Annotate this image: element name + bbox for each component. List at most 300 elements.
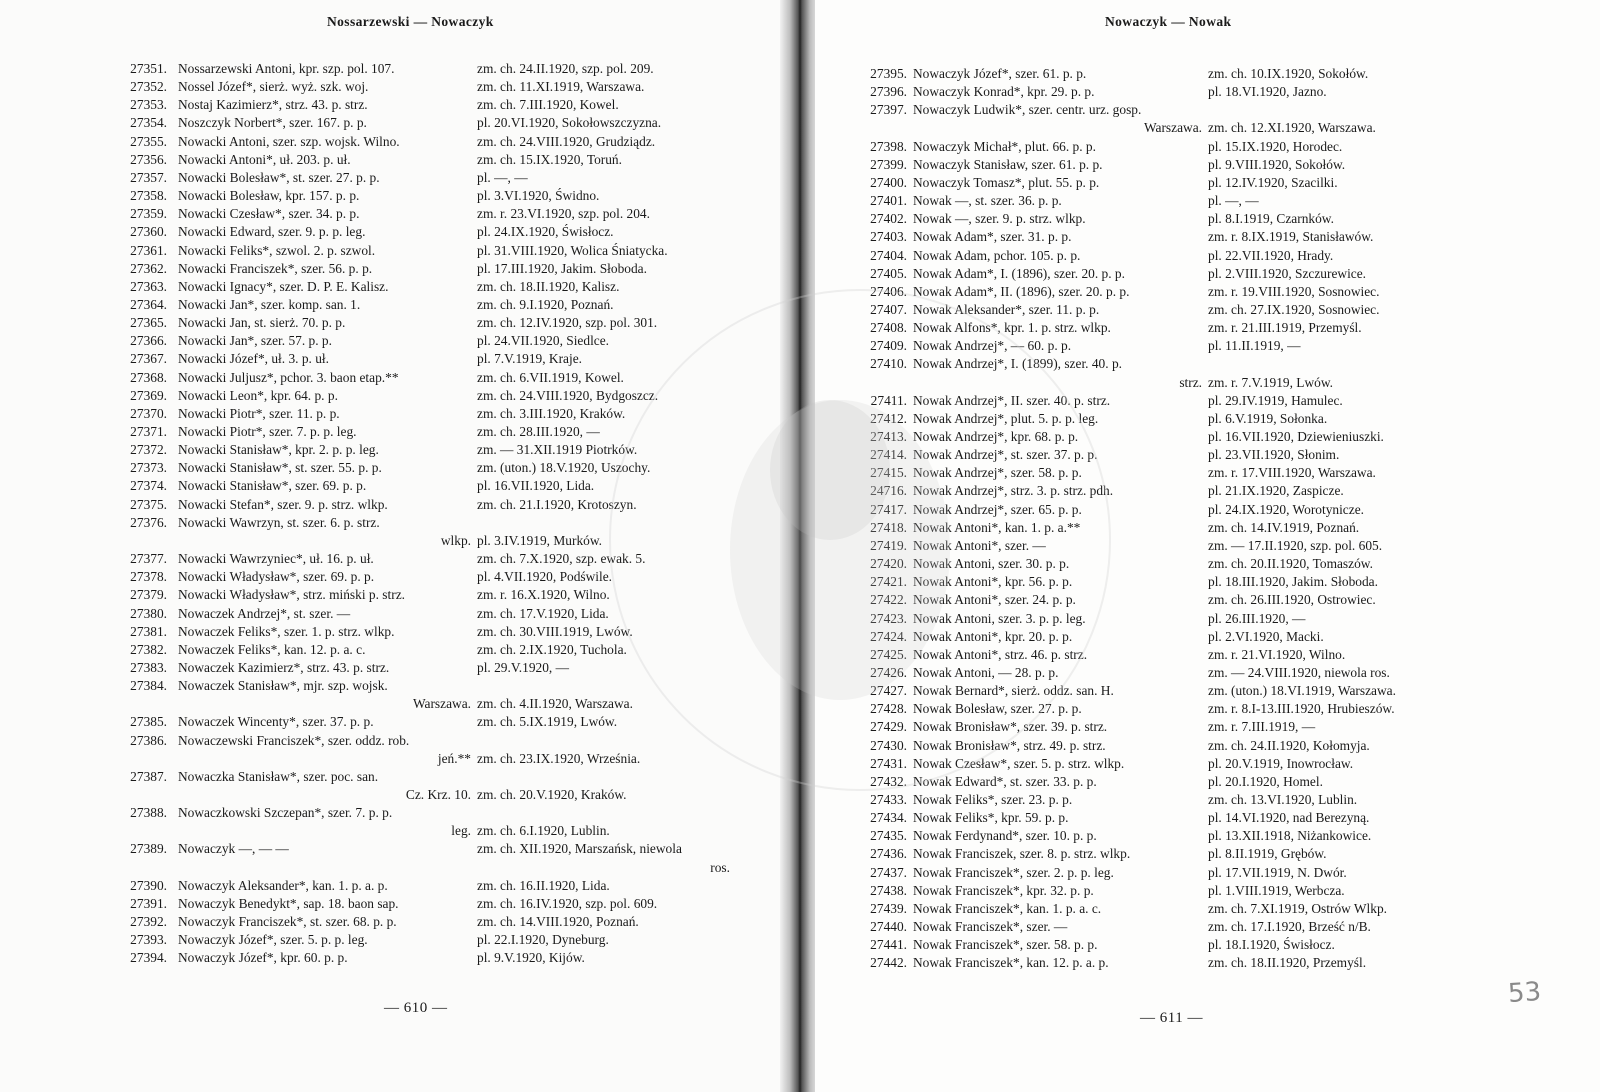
entry-row: [0, 586, 792, 604]
entry-row: [0, 677, 792, 695]
entry-name-rank-unit: Nowaczek Stanisław*, mjr. szp. wojsk.: [178, 678, 388, 694]
entry-row: [815, 718, 1600, 736]
entry-row: [0, 441, 792, 459]
entry-death-info: pl. 6.V.1919, Sołonka.: [1208, 410, 1328, 426]
entry-name-rank-unit: Nowacki Leon*, kpr. 64. p. p.: [178, 387, 338, 403]
entry-number: 27418.: [870, 519, 907, 535]
entry-number: 27431.: [870, 755, 907, 771]
entry-death-info: pl. 9.VIII.1920, Sokołów.: [1208, 156, 1346, 172]
entry-name-rank-unit: Nowaczyk Franciszek*, st. szer. 68. p. p.: [178, 914, 397, 930]
entry-row: [0, 659, 792, 677]
entry-death-info: zm. ch. 28.III.1920, —: [477, 424, 600, 439]
entry-number: 27420.: [870, 556, 907, 572]
entry-name-rank-unit: Nowaczek Andrzej*, st. szer. —: [178, 605, 351, 621]
entry-name-rank-unit: Nowacki Władysław*, strz. miński p. strz.: [178, 587, 405, 603]
entry-death-info: zm. — 31.XII.1919 Piotrków.: [477, 442, 638, 458]
entry-number: 27380.: [130, 605, 167, 621]
entry-name-rank-unit: Nostaj Kazimierz*, strz. 43. p. strz.: [178, 97, 368, 113]
entry-row: [0, 732, 792, 750]
entry-row: [815, 247, 1600, 265]
entry-death-info: zm. ch. 13.VI.1920, Lublin.: [1208, 792, 1358, 807]
entry-death-info: pl. 24.IX.1920, Worotynicze.: [1208, 501, 1364, 517]
entry-death-info: pl. 1.VIII.1919, Werbcza.: [1208, 882, 1345, 898]
entry-death-info: zm. ch. 24.II.1920, szp. pol. 209.: [477, 61, 654, 76]
entry-death-info: zm. (uton.) 18.VI.1919, Warszawa.: [1208, 683, 1396, 699]
entry-death-info: pl. 18.I.1920, Świsłocz.: [1208, 937, 1335, 953]
entry-name-rank-unit: Nowacki Ignacy*, szer. D. P. E. Kalisz.: [178, 278, 389, 294]
entry-death-info: pl. 9.V.1920, Kijów.: [477, 950, 585, 966]
right-page-header: Nowaczyk — Nowak: [1105, 14, 1232, 29]
entry-number: 27353.: [130, 97, 167, 113]
entry-row: [815, 210, 1600, 228]
entry-row: [0, 605, 792, 623]
entry-death-info: zm. r. 21.VI.1920, Wilno.: [1208, 646, 1346, 662]
entry-name-rank-unit: Nowaczek Kazimierz*, strz. 43. p. strz.: [178, 659, 390, 675]
entry-row: [0, 477, 792, 495]
entry-death-info: pl. 29.V.1920, —: [477, 659, 570, 675]
entry-death-info: zm. r. 7.III.1919, —: [1208, 719, 1316, 735]
entry-death-info: pl. 24.IX.1920, Świsłocz.: [477, 224, 614, 240]
entry-number: 27394.: [130, 950, 167, 966]
entry-number: 27435.: [870, 828, 907, 844]
entry-row: [0, 405, 792, 423]
entry-row: [815, 156, 1600, 174]
entry-row: [0, 459, 792, 477]
entry-death-info: zm. r. 17.VIII.1920, Warszawa.: [1208, 465, 1376, 481]
entry-row: [815, 65, 1600, 83]
entry-row: [0, 713, 792, 731]
entry-row: [815, 900, 1600, 918]
entry-number: 27441.: [870, 937, 907, 953]
entry-number: 27351.: [130, 61, 167, 76]
entry-number: 27352.: [130, 79, 167, 95]
entry-name-rank-unit: Nowacki Juljusz*, pchor. 3. baon etap.**: [178, 369, 399, 385]
entry-number: 27442.: [870, 955, 907, 971]
entry-name-rank-unit: Nowacki Jan*, szer. komp. san. 1.: [178, 296, 361, 312]
entry-death-info: pl. 20.VI.1920, Sokołowszczyzna.: [477, 115, 662, 131]
entry-continuation: Warszawa.: [1143, 120, 1202, 136]
entry-number: 27365.: [130, 315, 167, 331]
entry-number: 27410.: [870, 356, 907, 372]
entry-number: 27412.: [870, 410, 907, 426]
right-page: [815, 0, 1600, 1092]
entry-name-rank-unit: Nowaczyk Konrad*, kpr. 29. p. p.: [913, 84, 1095, 100]
entry-number: 27395.: [870, 66, 907, 81]
entry-row: [0, 205, 792, 223]
entry-name-rank-unit: Nowak Adam*, I. (1896), szer. 20. p. p.: [913, 265, 1125, 281]
entry-name-rank-unit: Nowak —, szer. 9. p. strz. wlkp.: [913, 211, 1086, 227]
entry-name-rank-unit: Nowacki Jan, st. sierż. 70. p. p.: [178, 315, 346, 331]
entry-row: [0, 641, 792, 659]
entry-row: [815, 138, 1600, 156]
entry-row: [0, 695, 792, 713]
entry-name-rank-unit: Nowacki Stanisław*, szer. 69. p. p.: [178, 478, 367, 494]
entry-number: 27408.: [870, 320, 907, 336]
entry-death-info: pl. 16.VII.1920, Lida.: [477, 478, 595, 494]
entry-number: 27374.: [130, 478, 167, 494]
entry-number: 27422.: [870, 592, 907, 608]
entry-name-rank-unit: Nowak Andrzej*, szer. 65. p. p.: [913, 501, 1082, 517]
entry-row: [0, 96, 792, 114]
entry-row: [815, 827, 1600, 845]
entry-name-rank-unit: Noszczyk Norbert*, szer. 167. p. p.: [178, 115, 367, 131]
left-page-header: Nossarzewski — Nowaczyk: [327, 14, 494, 29]
entry-name-rank-unit: Nowaczyk Józef*, szer. 5. p. p. leg.: [178, 932, 368, 948]
entry-number: 27436.: [870, 846, 907, 862]
entry-continuation: strz.: [1179, 374, 1202, 390]
entry-number: 27390.: [130, 877, 167, 893]
entry-death-info: pl. 3.VI.1920, Świdno.: [477, 188, 600, 204]
entry-number: 27426.: [870, 664, 907, 680]
entry-number: 27355.: [130, 133, 167, 149]
entry-death-info: zm. ch. 17.I.1920, Brześć n/B.: [1208, 919, 1371, 935]
entry-row: [0, 169, 792, 187]
entry-number: 27439.: [870, 900, 907, 916]
entry-number: 27409.: [870, 338, 907, 354]
entry-row: [815, 845, 1600, 863]
entry-info-continuation: ros.: [710, 859, 730, 875]
entry-row: [0, 423, 792, 441]
entry-continuation: Cz. Krz. 10.: [405, 787, 471, 802]
entry-row: [0, 314, 792, 332]
entry-name-rank-unit: Nowaczyk Józef*, szer. 61. p. p.: [913, 66, 1087, 81]
entry-number: 27425.: [870, 646, 907, 662]
entry-number: 27411.: [870, 392, 907, 408]
entry-death-info: zm. ch. 3.III.1920, Kraków.: [477, 405, 626, 421]
entry-row: [0, 895, 792, 913]
entry-name-rank-unit: Nowak Andrzej*, szer. 58. p. p.: [913, 465, 1082, 481]
entry-death-info: pl. —, —: [1208, 193, 1259, 209]
entry-row: [815, 682, 1600, 700]
entry-row: [815, 192, 1600, 210]
entry-death-info: pl. 22.VII.1920, Hrady.: [1208, 247, 1334, 263]
entry-number: 24716.: [870, 483, 907, 499]
entry-row: [0, 350, 792, 368]
entry-row: [0, 278, 792, 296]
entry-row: [815, 428, 1600, 446]
entry-name-rank-unit: Nowak Feliks*, kpr. 59. p. p.: [913, 810, 1069, 826]
entry-death-info: pl. 3.IV.1919, Murków.: [477, 532, 602, 548]
entry-death-info: zm. ch. 24.II.1920, Kołomyja.: [1208, 737, 1370, 753]
entry-number: 27414.: [870, 447, 907, 463]
entry-row: [815, 337, 1600, 355]
entry-continuation: leg.: [451, 823, 471, 839]
entry-death-info: zm. r. 8.IX.1919, Stanisławów.: [1208, 229, 1374, 245]
entry-death-info: pl. 29.IV.1919, Hamulec.: [1208, 392, 1343, 408]
entry-number: 27428.: [870, 701, 907, 717]
entry-number: 27399.: [870, 156, 907, 172]
entry-name-rank-unit: Nowacki Antoni, szer. szp. wojsk. Wilno.: [178, 133, 400, 149]
entry-row: [0, 804, 792, 822]
entry-name-rank-unit: Nowak Franciszek*, szer. 58. p. p.: [913, 937, 1098, 953]
entry-name-rank-unit: Nowaczek Feliks*, kan. 12. p. a. c.: [178, 641, 366, 657]
entry-death-info: pl. 22.I.1920, Dyneburg.: [477, 932, 609, 948]
entry-name-rank-unit: Nowak Antoni*, kpr. 20. p. p.: [913, 628, 1073, 644]
entry-row: [815, 610, 1600, 628]
entry-death-info: zm. ch. 2.IX.1920, Tuchola.: [477, 641, 627, 657]
entry-name-rank-unit: Nowacki Jan*, szer. 57. p. p.: [178, 333, 332, 349]
entry-name-rank-unit: Nowak Antoni*, szer. —: [913, 537, 1046, 553]
entry-number: 27403.: [870, 229, 907, 245]
entry-name-rank-unit: Nowaczkowski Szczepan*, szer. 7. p. p.: [178, 805, 393, 821]
entry-name-rank-unit: Nowacki Edward, szer. 9. p. p. leg.: [178, 224, 366, 240]
entry-row: [815, 301, 1600, 319]
entry-number: 27375.: [130, 496, 167, 512]
entry-death-info: zm. ch. 5.IX.1919, Lwów.: [477, 714, 618, 730]
entry-row: [0, 223, 792, 241]
entry-number: 27423.: [870, 610, 907, 626]
entry-number: 27392.: [130, 914, 167, 930]
entry-row: [0, 496, 792, 514]
entry-row: [0, 623, 792, 641]
entry-continuation: wlkp.: [440, 532, 471, 548]
entry-row: [0, 949, 792, 967]
entry-row: [0, 786, 792, 804]
entry-name-rank-unit: Nowak Antoni, — 28. p. p.: [913, 664, 1059, 680]
entry-row: [815, 882, 1600, 900]
entry-number: 27354.: [130, 115, 167, 131]
entry-number: 27370.: [130, 405, 167, 421]
entry-death-info: zm. — 24.VIII.1920, niewola ros.: [1208, 664, 1390, 680]
entry-number: 27433.: [870, 792, 907, 807]
entry-row: [0, 750, 792, 768]
entry-number: 27400.: [870, 174, 907, 190]
entry-death-info: zm. ch. 20.V.1920, Kraków.: [477, 787, 627, 802]
entry-name-rank-unit: Nowaczka Stanisław*, szer. poc. san.: [178, 768, 379, 784]
entry-row: [0, 822, 792, 840]
entry-death-info: pl. —, —: [477, 169, 528, 185]
entry-name-rank-unit: Nowak Adam*, II. (1896), szer. 20. p. p.: [913, 283, 1130, 299]
entry-name-rank-unit: Nowak Franciszek, szer. 8. p. strz. wlkp.: [913, 846, 1131, 862]
entry-death-info: pl. 14.VI.1920, nad Berezyną.: [1208, 810, 1370, 826]
entry-death-info: zm. ch. XII.1920, Marszańsk, niewola: [477, 841, 682, 857]
entry-row: [0, 568, 792, 586]
entry-death-info: zm. ch. 23.IX.1920, Września.: [477, 750, 641, 766]
entry-number: 27434.: [870, 810, 907, 826]
entry-row: [815, 555, 1600, 573]
entry-number: 27387.: [130, 768, 167, 784]
entry-name-rank-unit: Nowak Antoni*, kpr. 56. p. p.: [913, 574, 1073, 590]
entry-number: 27404.: [870, 247, 907, 263]
entry-name-rank-unit: Nowak Antoni*, strz. 46. p. strz.: [913, 646, 1088, 662]
entry-name-rank-unit: Nowak Franciszek*, kan. 1. p. a. c.: [913, 900, 1102, 916]
entry-number: 27385.: [130, 714, 167, 730]
entry-name-rank-unit: Nowaczek Wincenty*, szer. 37. p. p.: [178, 714, 374, 730]
entry-death-info: zm. ch. 7.X.1920, szp. ewak. 5.: [477, 551, 646, 567]
entry-death-info: zm. ch. 12.XI.1920, Warszawa.: [1208, 120, 1376, 136]
entry-number: 27406.: [870, 283, 907, 299]
entry-name-rank-unit: Nowacki Antoni*, uł. 203. p. uł.: [178, 151, 351, 167]
entry-number: 27402.: [870, 211, 907, 227]
entry-number: 27430.: [870, 737, 907, 753]
entry-name-rank-unit: Nowacki Czesław*, szer. 34. p. p.: [178, 206, 360, 222]
entry-name-rank-unit: Nowak Feliks*, szer. 23. p. p.: [913, 792, 1073, 807]
entry-death-info: pl. 4.VII.1920, Podświle.: [477, 569, 613, 585]
entry-row: [0, 768, 792, 786]
entry-row: [0, 60, 792, 78]
entry-death-info: zm. ch. 11.XI.1919, Warszawa.: [477, 79, 645, 95]
entry-death-info: zm. ch. 7.III.1920, Kowel.: [477, 97, 619, 113]
entry-death-info: pl. 26.III.1920, —: [1208, 610, 1306, 626]
entry-name-rank-unit: Nowaczyk Benedykt*, sap. 18. baon sap.: [178, 895, 399, 911]
entry-row: [815, 573, 1600, 591]
entry-death-info: pl. 21.IX.1920, Zaspicze.: [1208, 483, 1344, 499]
entry-row: [815, 482, 1600, 500]
entry-name-rank-unit: Nowaczyk Stanisław, szer. 61. p. p.: [913, 156, 1103, 172]
left-page-number: — 610 —: [384, 1000, 448, 1016]
entry-death-info: zm. ch. 17.V.1920, Lida.: [477, 605, 609, 621]
entry-name-rank-unit: Nowacki Józef*, uł. 3. p. uł.: [178, 351, 329, 367]
entry-number: 27405.: [870, 265, 907, 281]
entry-death-info: zm. ch. 7.XI.1919, Ostrów Wlkp.: [1208, 900, 1388, 916]
entry-death-info: zm. ch. 15.IX.1920, Toruń.: [477, 151, 622, 167]
entry-number: 27362.: [130, 260, 167, 276]
entry-death-info: zm. r. 16.X.1920, Wilno.: [477, 587, 610, 603]
entry-name-rank-unit: Nowak Franciszek*, kan. 12. p. a. p.: [913, 955, 1109, 971]
entry-row: [815, 591, 1600, 609]
entry-name-rank-unit: Nowacki Bolesław, kpr. 157. p. p.: [178, 188, 360, 204]
entry-row: [815, 936, 1600, 954]
entry-name-rank-unit: Nowacki Bolesław*, st. szer. 27. p. p.: [178, 169, 380, 185]
entry-death-info: pl. 18.III.1920, Jakim. Słoboda.: [1208, 574, 1378, 590]
entry-row: [815, 537, 1600, 555]
book-spine-gutter: [780, 0, 820, 1092]
entry-death-info: zm. ch. 4.II.1920, Warszawa.: [477, 696, 633, 712]
entry-number: 27366.: [130, 333, 167, 349]
entry-death-info: zm. ch. 24.VIII.1920, Bydgoszcz.: [477, 387, 659, 403]
entry-number: 27359.: [130, 206, 167, 222]
entry-name-rank-unit: Nowak Bronisław*, strz. 49. p. strz.: [913, 737, 1106, 753]
entry-number: 27437.: [870, 864, 907, 880]
entry-row: [815, 519, 1600, 537]
entry-number: 27417.: [870, 501, 907, 517]
entry-number: 27429.: [870, 719, 907, 735]
entry-row: [0, 369, 792, 387]
handwritten-page-note: 53: [1506, 976, 1543, 1010]
entry-row: [815, 119, 1600, 137]
entry-number: 27396.: [870, 84, 907, 100]
entry-death-info: zm. ch. 6.VII.1919, Kowel.: [477, 369, 624, 385]
entry-number: 27367.: [130, 351, 167, 367]
entry-name-rank-unit: Nossarzewski Antoni, kpr. szp. pol. 107.: [178, 61, 395, 76]
entry-death-info: pl. 16.VII.1920, Dziewieniuszki.: [1208, 429, 1384, 444]
entry-death-info: pl. 7.V.1919, Kraje.: [477, 351, 583, 367]
entry-name-rank-unit: Nowacki Wawrzyn, st. szer. 6. p. strz.: [178, 514, 380, 530]
entry-row: [0, 242, 792, 260]
entry-row: [0, 913, 792, 931]
entry-number: 27361.: [130, 242, 167, 258]
entry-row: [0, 114, 792, 132]
entry-death-info: zm. ch. 26.III.1920, Ostrowiec.: [1208, 592, 1376, 608]
entry-number: 27368.: [130, 369, 167, 385]
entry-number: 27427.: [870, 683, 907, 699]
entry-row: [0, 133, 792, 151]
entry-row: [0, 532, 792, 550]
entry-row: [815, 283, 1600, 301]
entry-number: 27383.: [130, 659, 167, 675]
entry-number: 27386.: [130, 732, 167, 748]
entry-death-info: zm. ch. 20.II.1920, Tomaszów.: [1208, 556, 1373, 572]
entry-death-info: zm. ch. 6.I.1920, Lublin.: [477, 823, 610, 839]
entry-number: 27424.: [870, 628, 907, 644]
entry-continuation: Warszawa.: [412, 696, 471, 712]
entry-row: [815, 791, 1600, 809]
entry-name-rank-unit: Nowak Andrzej*, st. szer. 37. p. p.: [913, 447, 1098, 463]
entry-death-info: pl. 13.XII.1918, Niżankowice.: [1208, 828, 1372, 844]
entry-number: 27369.: [130, 387, 167, 403]
entry-death-info: zm. ch. 14.IV.1919, Poznań.: [1208, 519, 1360, 535]
entry-death-info: zm. ch. 24.VIII.1920, Grudziądz.: [477, 133, 656, 149]
entry-name-rank-unit: Nowacki Piotr*, szer. 11. p. p.: [178, 405, 340, 421]
entry-death-info: pl. 8.I.1919, Czarnków.: [1208, 211, 1334, 227]
entry-name-rank-unit: Nowak Edward*, st. szer. 33. p. p.: [913, 773, 1097, 789]
entry-name-rank-unit: Nowak Alfons*, kpr. 1. p. strz. wlkp.: [913, 320, 1111, 336]
entry-number: 27421.: [870, 574, 907, 590]
entry-number: 27391.: [130, 895, 167, 911]
entry-row: [815, 737, 1600, 755]
entry-death-info: zm. r. 19.VIII.1920, Sosnowiec.: [1208, 283, 1380, 299]
entry-name-rank-unit: Nowacki Wawrzyniec*, uł. 16. p. uł.: [178, 551, 374, 567]
entry-row: [815, 446, 1600, 464]
entry-death-info: pl. 15.IX.1920, Horodec.: [1208, 138, 1343, 154]
entry-row: [815, 410, 1600, 428]
entry-number: 27397.: [870, 102, 907, 118]
entry-number: 27379.: [130, 587, 167, 603]
entry-name-rank-unit: Nowaczyk Józef*, kpr. 60. p. p.: [178, 950, 348, 966]
entry-name-rank-unit: Nowak Aleksander*, szer. 11. p. p.: [913, 301, 1100, 317]
entry-row: [0, 296, 792, 314]
entry-row: [815, 918, 1600, 936]
entry-row: [815, 773, 1600, 791]
entry-number: 27372.: [130, 442, 167, 458]
entry-name-rank-unit: Nowak Adam*, szer. 31. p. p.: [913, 229, 1072, 245]
entry-name-rank-unit: Nowak Franciszek*, szer. —: [913, 919, 1068, 935]
entry-name-rank-unit: Nowacki Piotr*, szer. 7. p. p. leg.: [178, 424, 357, 439]
entry-row: [815, 355, 1600, 373]
entry-death-info: zm. ch. 16.II.1920, Lida.: [477, 877, 610, 893]
entry-name-rank-unit: Nowacki Feliks*, szwol. 2. p. szwol.: [178, 242, 376, 258]
entry-row: [0, 840, 792, 858]
entry-name-rank-unit: Nowak Franciszek*, szer. 2. p. p. leg.: [913, 864, 1114, 880]
entry-row: [815, 864, 1600, 882]
entry-row: [815, 464, 1600, 482]
entry-death-info: pl. 18.VI.1920, Jazno.: [1208, 84, 1327, 100]
entry-number: 27389.: [130, 841, 167, 857]
entry-continuation: jeń.**: [437, 750, 471, 766]
entry-row: [0, 332, 792, 350]
left-page: [0, 0, 792, 1092]
entry-name-rank-unit: Nowak Bolesław, szer. 27. p. p.: [913, 701, 1082, 717]
entry-number: 27384.: [130, 678, 167, 694]
entry-number: 27364.: [130, 296, 167, 312]
entry-death-info: zm. ch. 16.IV.1920, szp. pol. 609.: [477, 895, 658, 911]
entry-row: [815, 700, 1600, 718]
entry-death-info: pl. 2.VI.1920, Macki.: [1208, 628, 1324, 644]
entry-number: 27401.: [870, 193, 907, 209]
entry-number: 27407.: [870, 301, 907, 317]
entry-number: 27413.: [870, 429, 907, 444]
right-page-number: — 611 —: [1140, 1010, 1203, 1026]
entry-number: 27371.: [130, 424, 167, 439]
entry-row: [0, 151, 792, 169]
entry-death-info: zm. ch. 30.VIII.1919, Lwów.: [477, 623, 633, 639]
entry-name-rank-unit: Nowak —, st. szer. 36. p. p.: [913, 193, 1062, 209]
entry-row: [815, 83, 1600, 101]
entry-number: 27419.: [870, 537, 907, 553]
entry-death-info: zm. (uton.) 18.V.1920, Uszochy.: [477, 460, 651, 476]
entry-name-rank-unit: Nowak Antoni, szer. 3. p. p. leg.: [913, 610, 1086, 626]
entry-name-rank-unit: Nowak Adam, pchor. 105. p. p.: [913, 247, 1081, 263]
